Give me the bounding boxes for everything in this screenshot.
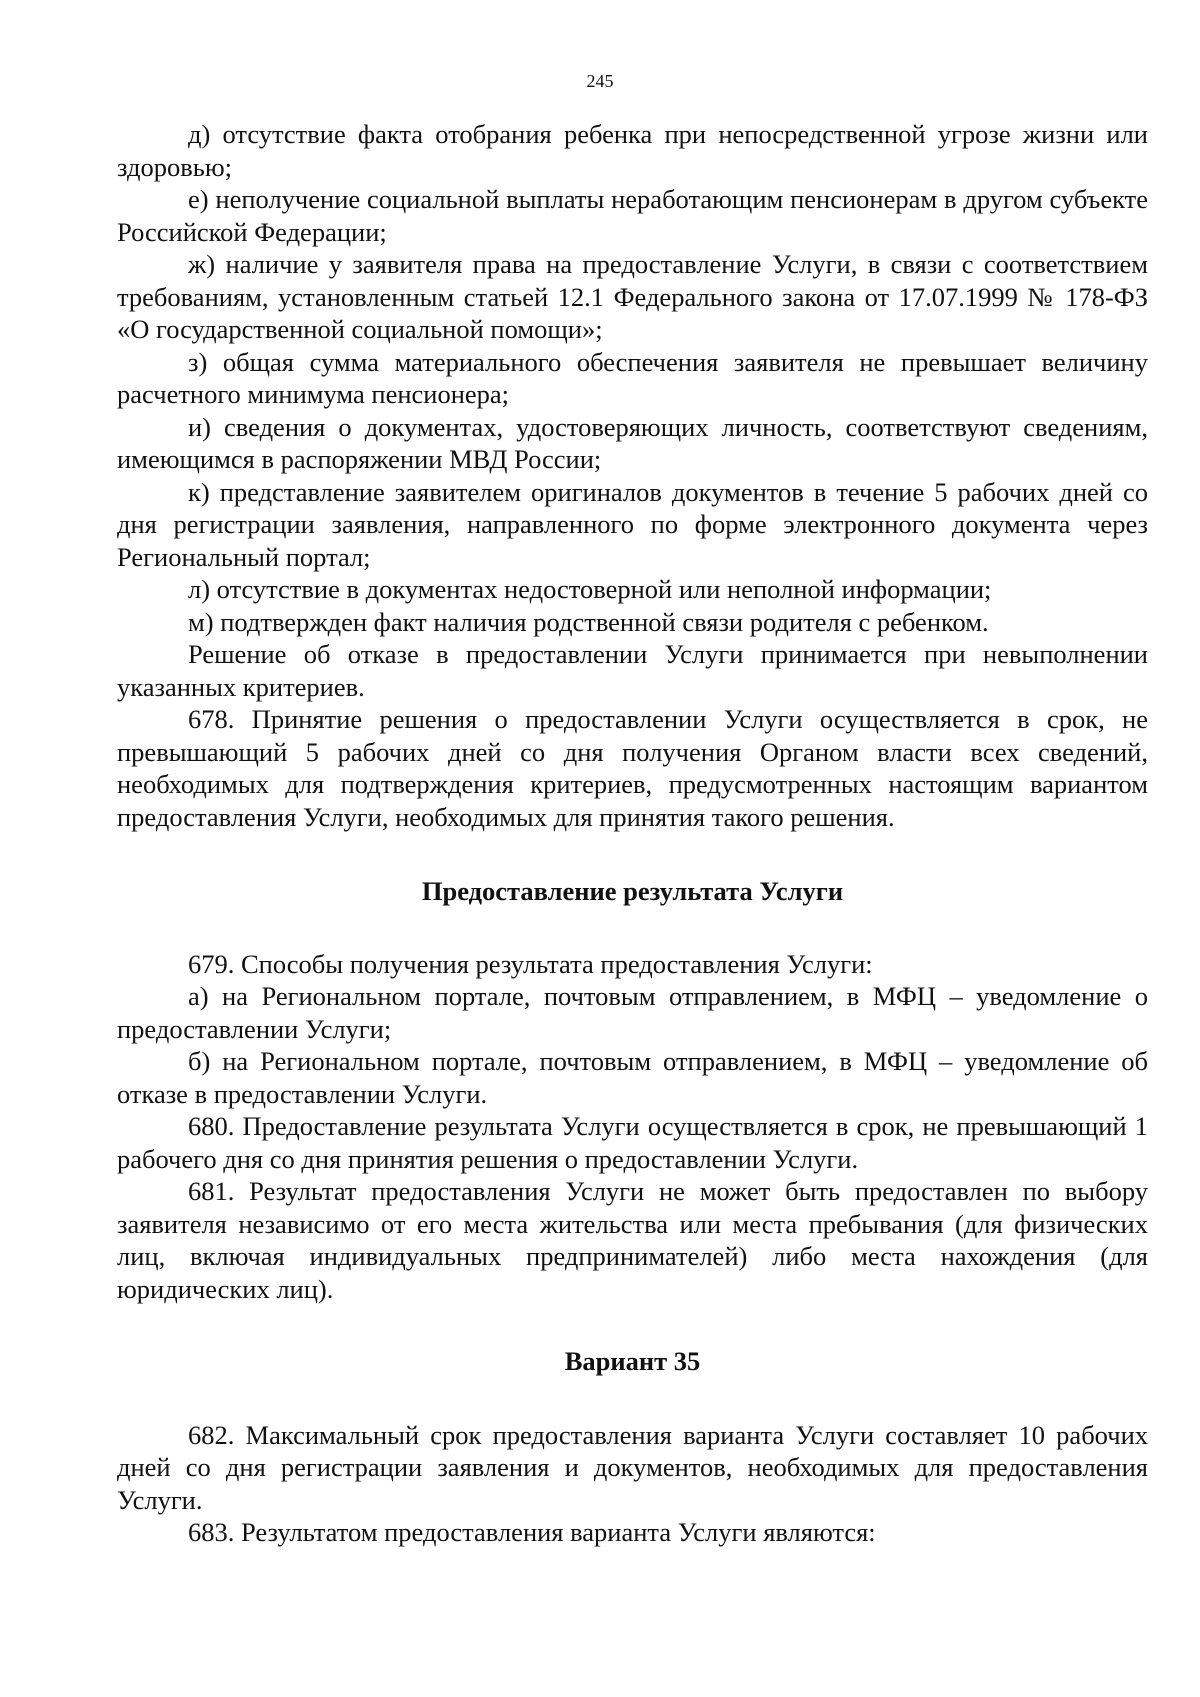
paragraph-criterion-d: д) отсутствие факта отобрания ребенка при непосредственной угрозе жизни или здоровью;: [117, 119, 1148, 182]
page-number: 245: [586, 71, 614, 91]
paragraph-678: 678. Принятие решения о предоставлении Услуги осуществляется в срок, не превышающий 5 рабочих дней со дня получения Органом власти всех сведений, необходимых для подтверждения критериев, предусмотренных настоящим вариантом предоставления Услуги, необходимых для принятия такого решения.: [117, 704, 1148, 832]
paragraph-682: 682. Максимальный срок предоставления варианта Услуги составляет 10 рабочих дней со дня регистрации заявления и документов, необходимых для предоставления Услуги.: [117, 1419, 1148, 1515]
paragraph-criterion-e: е) неполучение социальной выплаты неработающим пенсионерам в другом субъекте Российской Федерации;: [117, 184, 1148, 247]
paragraph-680: 680. Предоставление результата Услуги осуществляется в срок, не превышающий 1 рабочего дня со дня принятия решения о предоставлении Услуги.: [117, 1111, 1148, 1174]
paragraph-criterion-z: з) общая сумма материального обеспечения заявителя не превышает величину расчетного минимума пенсионера;: [117, 346, 1148, 409]
paragraph-683: 683. Результатом предоставления варианта Услуги являются:: [188, 1517, 876, 1547]
paragraph-refusal-decision: Решение об отказе в предоставлении Услуги принимается при невыполнении указанных критериев.: [117, 639, 1148, 702]
paragraph-681: 681. Результат предоставления Услуги не может быть предоставлен по выбору заявителя независимо от его места жительства или места пребывания (для физических лиц, включая индивидуальных предпринимателей) либо места нахождения (для юридических лиц).: [117, 1176, 1148, 1304]
paragraph-679-b: б) на Региональном портале, почтовым отправлением, в МФЦ – уведомление об отказе в предоставлении Услуги.: [117, 1046, 1148, 1109]
paragraph-679: 679. Способы получения результата предоставления Услуги:: [188, 948, 873, 979]
paragraph-criterion-k: к) представление заявителем оригиналов документов в течение 5 рабочих дней со дня регистрации заявления, направленного по форме электронного документа через Региональный портал;: [117, 476, 1148, 572]
section-heading-variant: Вариант 35: [564, 1346, 701, 1376]
section-heading-result: Предоставление результата Услуги: [421, 876, 844, 906]
paragraph-criterion-i: и) сведения о документах, удостоверяющих личность, соответствуют сведениям, имеющимся в распоряжении МВД России;: [117, 411, 1148, 474]
paragraph-criterion-l: л) отсутствие в документах недостоверной или неполной информации;: [188, 574, 992, 604]
paragraph-criterion-m: м) подтвержден факт наличия родственной связи родителя с ребенком.: [188, 606, 989, 637]
paragraph-679-a: а) на Региональном портале, почтовым отправлением, в МФЦ – уведомление о предоставлении Услуги;: [117, 981, 1148, 1044]
document-body: [117, 118, 1148, 1549]
paragraph-criterion-zh: ж) наличие у заявителя права на предоставление Услуги, в связи с соответствием требованиям, установленным статьей 12.1 Федерального закона от 17.07.1999 № 178-ФЗ «О государственной социальной помощи»;: [117, 249, 1148, 344]
